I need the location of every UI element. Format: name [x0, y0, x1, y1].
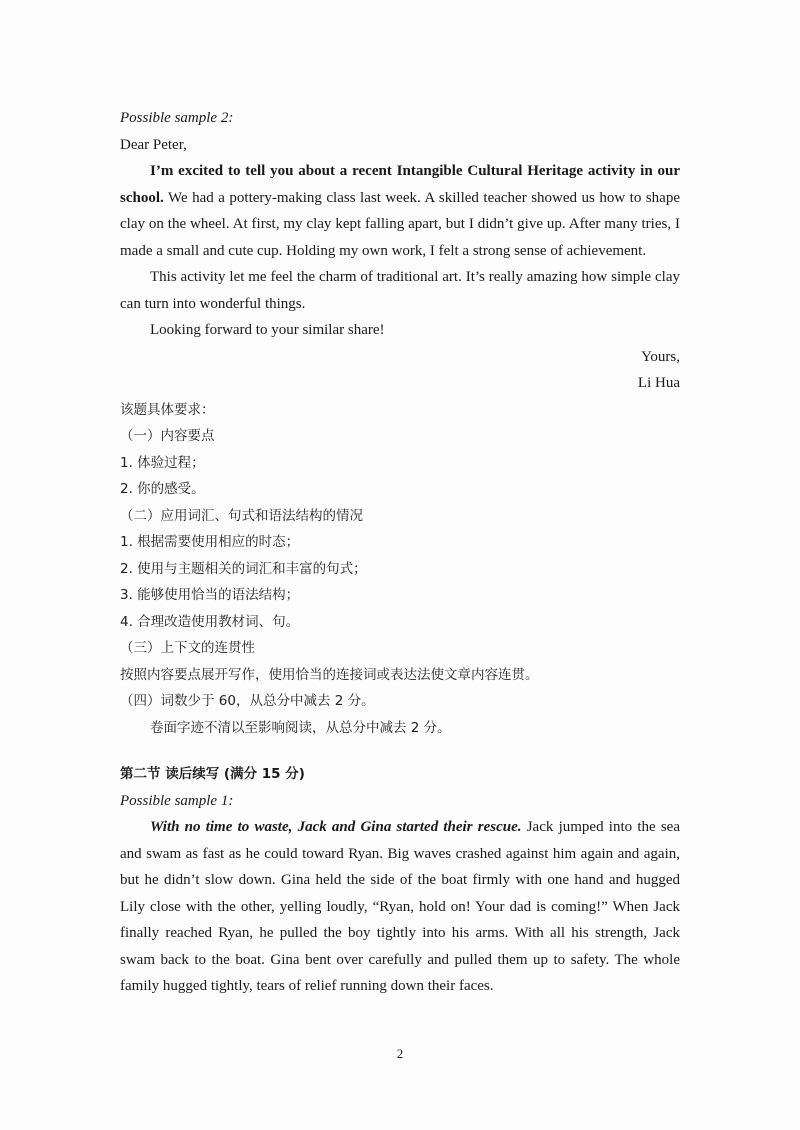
- letter-paragraph-3: Looking forward to your similar share!: [150, 322, 385, 338]
- requirements-part2-item: 3. 能够使用恰当的语法结构；: [120, 587, 300, 603]
- requirements-part3-text: 按照内容要点展开写作，使用恰当的连接词或表达法使文章内容连贯。: [120, 666, 539, 683]
- page-content: [120, 105, 680, 1000]
- requirements-part2-item: 4. 合理改造使用教材词、句。: [120, 613, 300, 630]
- requirements-part2-item: 2. 使用与主题相关的词汇和丰富的句式；: [120, 560, 367, 577]
- requirements-heading: 该题具体要求：: [120, 401, 215, 418]
- section2-opening-sentence: With no time to waste, Jack and Gina started their rescue.: [150, 819, 522, 835]
- sample2-label: Possible sample 2:: [120, 110, 234, 126]
- requirements-part2-item: 1. 根据需要使用相应的时态；: [120, 534, 300, 550]
- requirements-part1-title: （一）内容要点: [120, 428, 215, 444]
- letter-signature: Li Hua: [637, 375, 680, 391]
- letter-closing: Yours,: [641, 348, 680, 365]
- letter-salutation: Dear Peter,: [120, 136, 187, 153]
- letter-paragraph-1: [120, 158, 680, 264]
- requirements-part3-title: （三）上下文的连贯性: [120, 640, 255, 656]
- requirements-part1-item: 2. 你的感受。: [120, 481, 205, 497]
- requirements-part4-text: 卷面字迹不清以至影响阅读，从总分中减去 2 分。: [150, 719, 451, 736]
- letter-paragraph-2: This activity let me feel the charm of traditional art. It’s really amazing how simple clay can turn into wonderful things.: [120, 269, 680, 312]
- section2-sample-label: Possible sample 1:: [120, 792, 234, 809]
- letter-opening-sentence: I’m excited to tell you about a recent Intangible Cultural Heritage activity in our school.: [120, 163, 680, 206]
- letter-paragraph-1-body: We had a pottery-making class last week. A skilled teacher showed us how to shape clay on the wheel. At first, my clay kept falling apart, but I didn’t give up. After many tries, I made a small and cute cup. Holding my own work, I felt a strong sense of achievement.: [120, 189, 680, 259]
- requirements-part2-title: （二）应用词汇、句式和语法结构的情况: [120, 507, 363, 524]
- section2-title: 第二节 读后续写 (满分 15 分): [120, 766, 305, 782]
- requirements-part4-title: （四）词数少于 60，从总分中减去 2 分。: [120, 693, 375, 709]
- page-number: 2: [396, 1046, 404, 1061]
- section2-paragraph: [120, 814, 680, 1000]
- section2-paragraph-body: Jack jumped into the sea and swam as fast as he could toward Ryan. Big waves crashed against him again and again, but he didn’t slow down. Gina held the side of the boat firmly with one hand and hugged Lily close with the other, yelling loudly, “Ryan, hold on! Your dad is coming!” When Jack finally reached Ryan, he pulled the boy tightly into his arms. With all his strength, Jack swam back to the boat. Gina bent over carefully and pulled them up to safety. The whole family hugged tightly, tears of relief running down their faces.: [120, 819, 680, 994]
- requirements-part1-item: 1. 体验过程；: [120, 454, 205, 471]
